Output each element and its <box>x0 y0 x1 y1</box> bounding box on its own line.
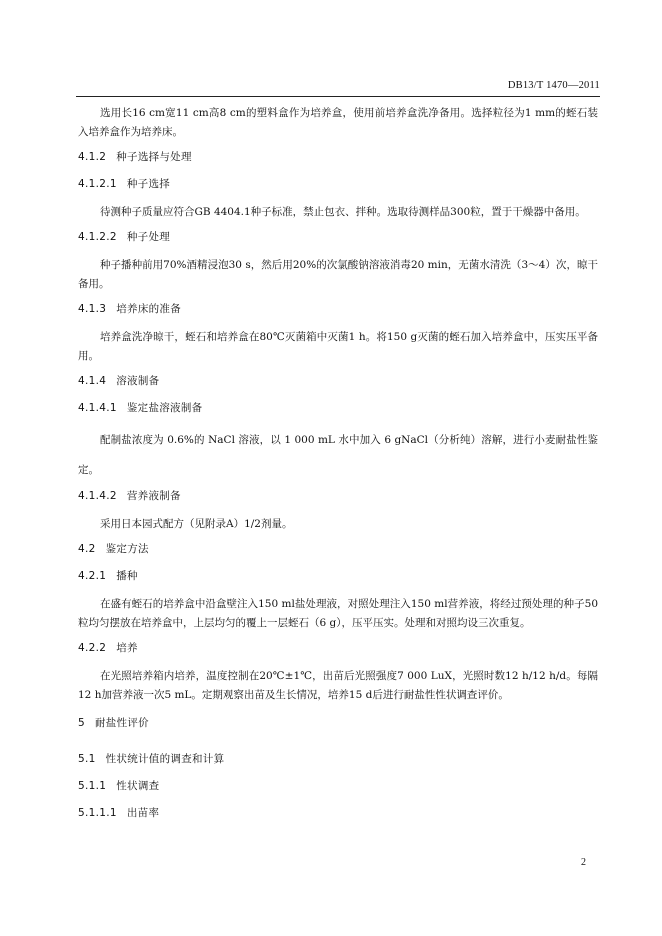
section-title: 性状统计值的调查和计算 <box>105 753 225 765</box>
section-heading <box>78 400 598 415</box>
section-title: 种子选择与处理 <box>116 151 192 163</box>
section-number: 4.2 <box>78 543 96 555</box>
section-number: 4.1.2.1 <box>78 178 117 190</box>
body-paragraph: 采用日本园式配方（见附录A）1/2剂量。 <box>100 518 293 530</box>
section-heading <box>78 805 598 820</box>
section-number: 4.2.2 <box>78 642 107 654</box>
section-heading <box>78 373 598 388</box>
section-title: 性状调查 <box>116 780 160 792</box>
body-paragraph: 种子播种前用70%酒精浸泡30 s，然后用20%的次氯酸钠溶液消毒20 min，无菌水清洗（3～4）次，晾干备用。 <box>78 259 598 290</box>
section-title: 耐盐性评价 <box>94 717 149 729</box>
section-heading <box>78 751 598 766</box>
section-heading <box>78 176 598 191</box>
body-paragraph: 待测种子质量应符合GB 4404.1种子标准，禁止包衣、拌种。选取待测样品300粒，置于干燥器中备用。 <box>100 206 586 218</box>
section-number: 4.1.4.2 <box>78 490 117 502</box>
section-number: 4.1.4 <box>78 375 107 387</box>
section-title: 培养 <box>116 642 138 654</box>
section-title: 播种 <box>116 570 138 582</box>
section-heading <box>78 301 598 316</box>
section-heading <box>78 488 598 503</box>
page-number: 2 <box>581 857 586 868</box>
section-heading <box>78 541 598 556</box>
section-number: 4.1.3 <box>78 303 107 315</box>
section-heading <box>78 149 598 164</box>
section-number: 5.1 <box>78 753 96 765</box>
document-id: DB13/T 1470—2011 <box>507 80 600 91</box>
body-paragraph: 在盛有蛭石的培养盒中沿盒壁注入150 ml盐处理液，对照处理注入150 ml营养液，将经过预处理的种子50粒均匀摆放在培养盒中，上层均匀的覆上一层蛭石（6 g），压平压实。处理和对照均设三次重复。 <box>78 598 598 629</box>
section-heading <box>78 778 598 793</box>
body-paragraph: 选用长16 cm宽11 cm高8 cm的塑料盒作为培养盒，使用前培养盒洗净备用。选择粒径为1 mm的蛭石装入培养盒作为培养床。 <box>78 107 598 138</box>
section-heading <box>78 715 598 730</box>
section-number: 5.1.1 <box>78 780 107 792</box>
header-rule <box>76 96 600 97</box>
section-title: 鉴定盐溶液制备 <box>126 402 203 414</box>
section-number: 4.1.2 <box>78 151 107 163</box>
section-heading <box>78 640 598 655</box>
section-title: 种子选择 <box>126 178 171 190</box>
section-number: 5.1.1.1 <box>78 807 117 819</box>
section-title: 溶液制备 <box>116 375 160 387</box>
body-paragraph: 配制盐浓度为 0.6%的 NaCl 溶液，以 1 000 mL 水中加入 6 gNaCl（分析纯）溶解，进行小麦耐盐性鉴定。 <box>78 434 598 476</box>
section-number: 5 <box>78 717 85 729</box>
section-number: 4.2.1 <box>78 570 107 582</box>
section-title: 鉴定方法 <box>105 543 149 555</box>
section-title: 种子处理 <box>126 231 171 243</box>
section-heading <box>78 229 598 244</box>
section-heading <box>78 568 598 583</box>
body-paragraph: 在光照培养箱内培养，温度控制在20℃±1℃，出苗后光照强度7 000 LuX，光照时数12 h/12 h/d。每隔12 h加营养液一次5 mL。定期观察出苗及生长情况，培养15 d后进行耐盐性性状调查评价。 <box>78 670 598 701</box>
section-title: 培养床的准备 <box>116 303 182 315</box>
document-body <box>78 104 598 832</box>
section-number: 4.1.2.2 <box>78 231 117 243</box>
body-paragraph: 培养盒洗净晾干，蛭石和培养盒在80℃灭菌箱中灭菌1 h。将150 g灭菌的蛭石加入培养盒中，压实压平备用。 <box>78 331 598 362</box>
section-title: 出苗率 <box>126 807 160 819</box>
section-number: 4.1.4.1 <box>78 402 117 414</box>
section-title: 营养液制备 <box>126 490 181 502</box>
